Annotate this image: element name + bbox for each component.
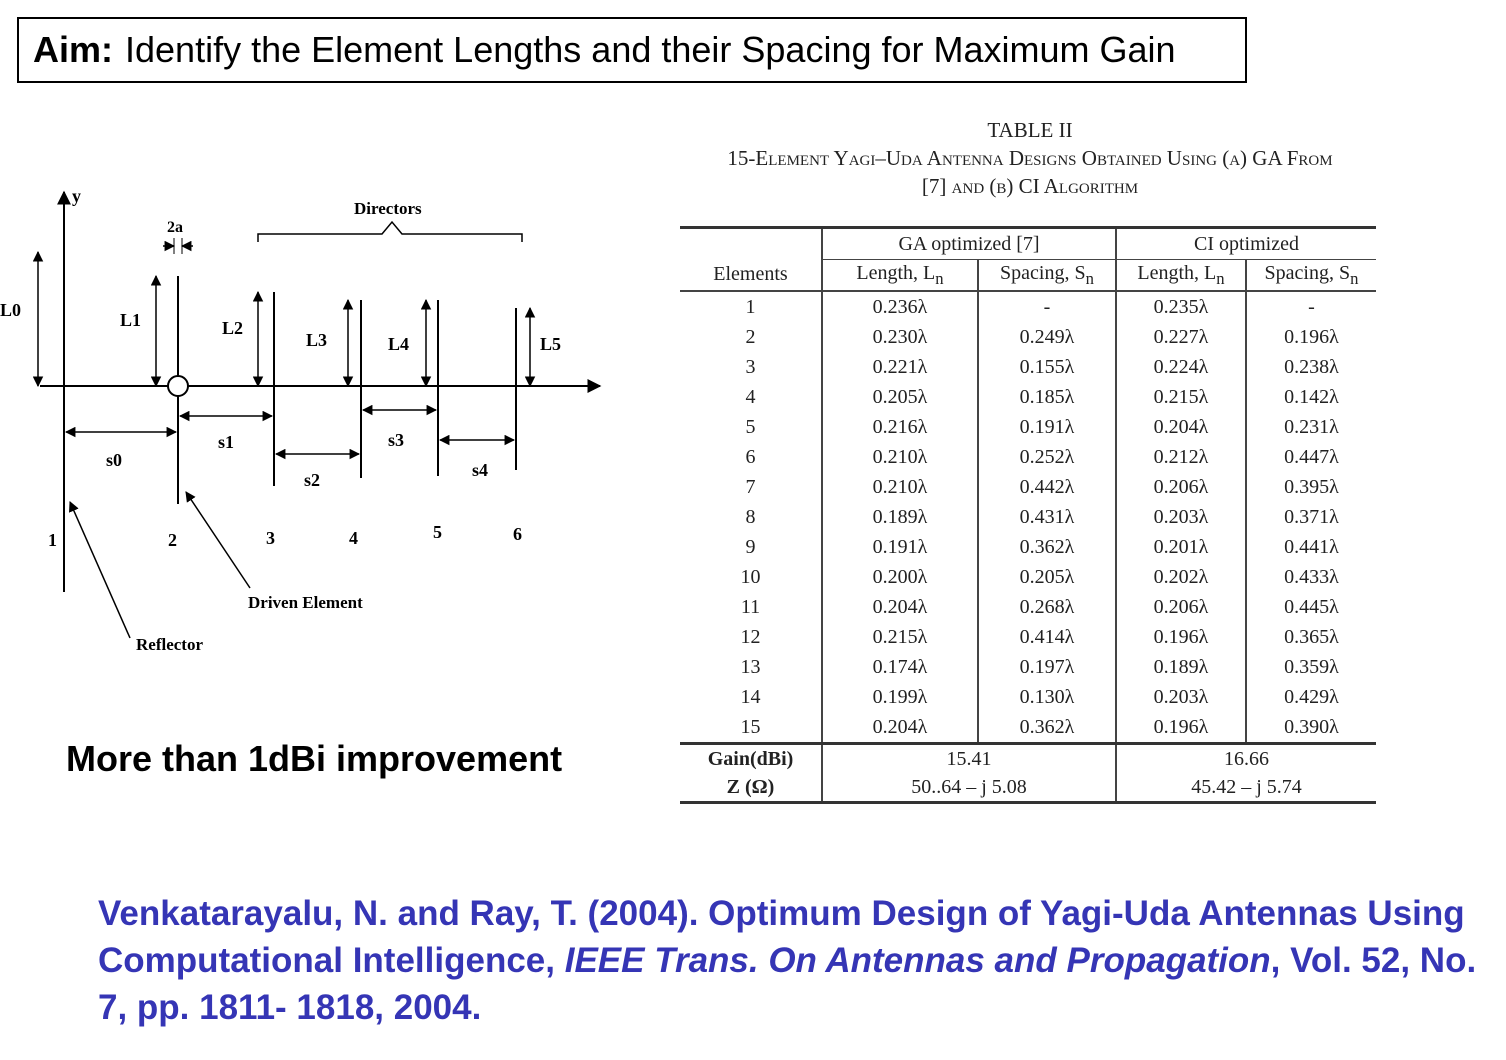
element-number-1: 1: [48, 530, 57, 550]
citation: [98, 890, 1498, 1031]
table-caption-line3: [7] and (b) CI Algorithm: [921, 174, 1139, 198]
aim-box: [17, 17, 1247, 83]
table-row: 7 0.210λ 0.442λ 0.206λ 0.395λ: [680, 472, 1376, 502]
header-ga-length: Length, $L_n$: [822, 260, 978, 292]
y-axis-label: y: [72, 186, 81, 206]
gain-label: Gain(dBi): [680, 744, 822, 774]
impedance-label: Z (Ω): [726, 775, 775, 798]
header-ci-length: Length, $L_n$: [1116, 260, 1246, 292]
element-number-5: 5: [433, 522, 442, 542]
spacing-label-4: s4: [472, 460, 489, 480]
table-caption: [660, 116, 1400, 200]
spacing-label-2: s2: [304, 470, 321, 490]
header-group-ci: CI optimized: [1116, 228, 1376, 260]
impedance-ci: 45.42 – j 5.74: [1116, 773, 1376, 803]
designs-table: [680, 226, 1376, 804]
gain-ga: 15.41: [822, 744, 1116, 774]
citation-journal: IEEE Trans. On Antennas and Propagation: [564, 941, 1271, 980]
spacing-label-3: s3: [388, 430, 405, 450]
element-number-3: 3: [266, 528, 275, 548]
header-ga-spacing: Spacing, $S_n$: [978, 260, 1116, 292]
header-group-ga: GA optimized [7]: [822, 228, 1116, 260]
table-row: 9 0.191λ 0.362λ 0.201λ 0.441λ: [680, 532, 1376, 562]
element-number-2: 2: [168, 530, 177, 550]
citation-authors: Venkatarayalu, N. and Ray, T. (2004). Optimum Design of Yagi-Uda Antennas Using Computational Intelligence,: [98, 894, 1465, 980]
aim-text: Identify the Element Lengths and their Spacing for Maximum Gain: [125, 29, 1176, 70]
impedance-ga: 50..64 – j 5.08: [822, 773, 1116, 803]
spacing-label-1: s1: [218, 432, 235, 452]
gain-ci: 16.66: [1116, 744, 1376, 774]
table-row: 4 0.205λ 0.185λ 0.215λ 0.142λ: [680, 382, 1376, 412]
citation-details: , Vol. 52, No. 7, pp. 1811- 1818, 2004.: [98, 941, 1477, 1027]
length-label-4: L4: [388, 334, 410, 354]
length-label-1: L1: [120, 310, 142, 330]
table-row: 8 0.189λ 0.431λ 0.203λ 0.371λ: [680, 502, 1376, 532]
header-blank: [680, 228, 822, 260]
gap-label: 2a: [167, 219, 183, 236]
directors-brace: [258, 222, 522, 242]
length-label-0: L0: [0, 300, 22, 320]
length-label-5: L5: [540, 334, 562, 354]
spacing-label-0: s0: [106, 450, 123, 470]
table-row: 6 0.210λ 0.252λ 0.212λ 0.447λ: [680, 442, 1376, 472]
table-row: 11 0.204λ 0.268λ 0.206λ 0.445λ: [680, 592, 1376, 622]
impedance-row: [680, 773, 1376, 803]
yagi-uda-diagram: [0, 180, 620, 670]
table-row: 12 0.215λ 0.414λ 0.196λ 0.365λ: [680, 622, 1376, 652]
gain-row: [680, 744, 1376, 774]
element-number-6: 6: [513, 524, 522, 544]
driven-element-label: Driven Element: [248, 593, 363, 612]
designs-table-wrap: [680, 226, 1376, 804]
improvement-note: More than 1dBi improvement: [66, 738, 563, 779]
aim-lead: Aim:: [33, 29, 113, 70]
table-row: 3 0.221λ 0.155λ 0.224λ 0.238λ: [680, 352, 1376, 382]
table-row: 14 0.199λ 0.130λ 0.203λ 0.429λ: [680, 682, 1376, 712]
table-row: 2 0.230λ 0.249λ 0.227λ 0.196λ: [680, 322, 1376, 352]
table-caption-title: TABLE II: [987, 118, 1073, 142]
table-row: 13 0.174λ 0.197λ 0.189λ 0.359λ: [680, 652, 1376, 682]
directors-label: Directors: [354, 199, 422, 218]
length-label-3: L3: [306, 330, 328, 350]
table-row: 5 0.216λ 0.191λ 0.204λ 0.231λ: [680, 412, 1376, 442]
table-row: 15 0.204λ 0.362λ 0.196λ 0.390λ: [680, 712, 1376, 744]
table-caption-line2: 15-Element Yagi–Uda Antenna Designs Obtained Using (a) GA From: [727, 146, 1333, 170]
reflector-label: Reflector: [136, 635, 204, 654]
header-elements: Elements: [680, 260, 822, 292]
table-row: 1 0.236λ - 0.235λ -: [680, 291, 1376, 322]
feed-point: [168, 376, 188, 396]
element-number-4: 4: [349, 528, 358, 548]
length-label-2: L2: [222, 318, 244, 338]
header-ci-spacing: Spacing, $S_n$: [1246, 260, 1376, 292]
table-row: 10 0.200λ 0.205λ 0.202λ 0.433λ: [680, 562, 1376, 592]
